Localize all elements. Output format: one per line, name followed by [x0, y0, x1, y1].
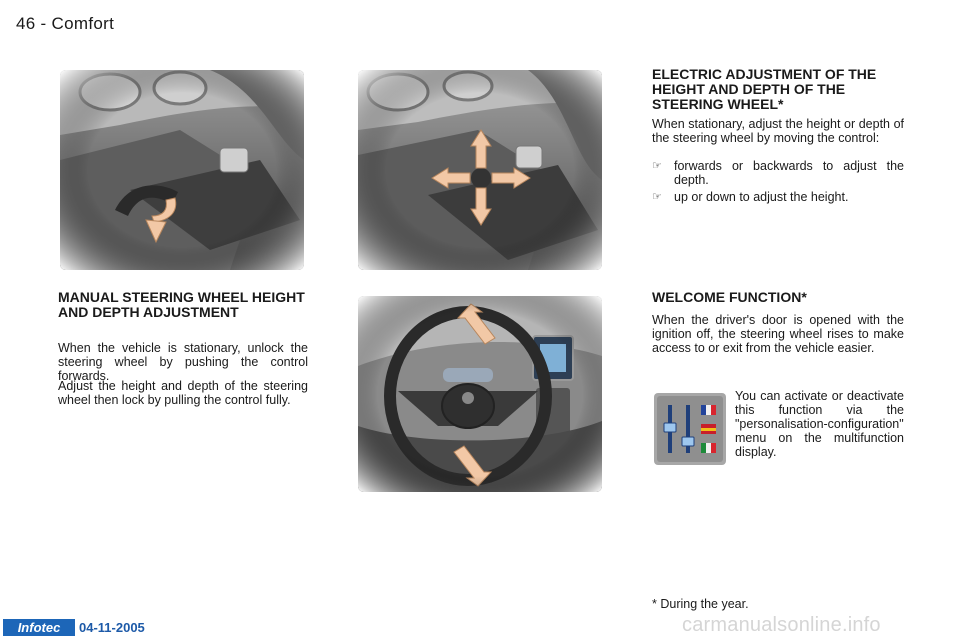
electric-bullet-height — [652, 190, 904, 204]
section-title: Comfort — [51, 14, 115, 33]
manual-adjustment-text-2: Adjust the height and depth of the steering wheel then lock by pulling the control fully. — [58, 379, 308, 407]
pointer-icon: ☞ — [652, 160, 662, 172]
welcome-function-title: WELCOME FUNCTION* — [652, 289, 807, 305]
electric-bullet-text: forwards or backwards to adjust the depth. — [674, 159, 904, 187]
manual-adjustment-title: MANUAL STEERING WHEEL HEIGHT AND DEPTH ADJUSTMENT — [58, 289, 305, 320]
electric-bullet-text: up or down to adjust the height. — [674, 190, 849, 204]
footer-date: 04-11-2005 — [79, 620, 145, 635]
steering-wheel-photo — [358, 296, 602, 492]
electric-bullet-depth — [652, 159, 904, 187]
infotec-logo: Infotec — [3, 619, 75, 636]
welcome-activation-text: You can activate or deactivate this function via the "personalisation-configuration" menu on the multifunction display. — [735, 389, 904, 459]
watermark: carmanualsonline.info — [682, 614, 881, 636]
electric-adjustment-title: ELECTRIC ADJUSTMENT OF THE HEIGHT AND DEPTH OF THE STEERING WHEEL* — [652, 66, 877, 112]
electric-control-photo — [358, 70, 602, 270]
welcome-function-text: When the driver's door is opened with the ignition off, the steering wheel rises to make access to or exit from the vehicle easier. — [652, 313, 904, 355]
electric-adjustment-intro: When stationary, adjust the height or depth of the steering wheel by moving the control: — [652, 117, 904, 145]
manual-lever-photo — [60, 70, 304, 270]
header-separator: - — [40, 14, 47, 33]
pointer-icon: ☞ — [652, 191, 662, 203]
page-header — [16, 14, 114, 34]
page-number: 46 — [16, 14, 36, 33]
personalisation-menu-icon — [654, 393, 726, 465]
manual-adjustment-text-1: When the vehicle is stationary, unlock the steering wheel by pushing the control forwards. — [58, 341, 308, 383]
footnote: * During the year. — [652, 597, 749, 611]
